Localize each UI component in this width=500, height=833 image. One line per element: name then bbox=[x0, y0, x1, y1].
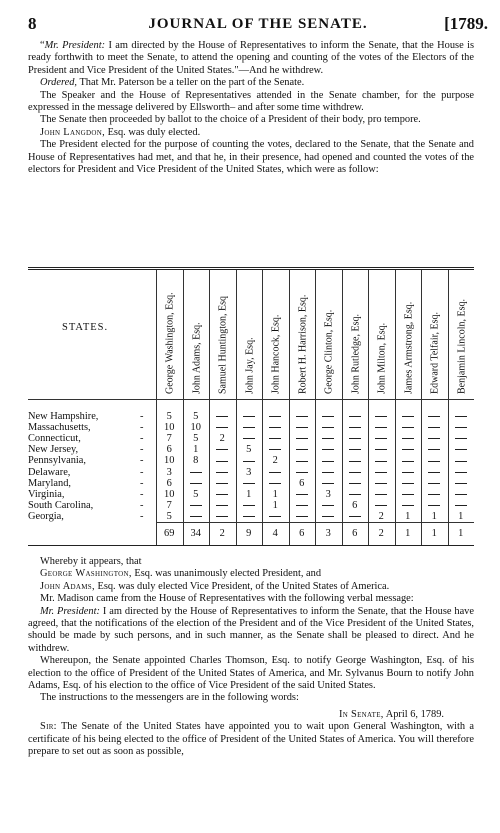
vote-cell bbox=[209, 511, 236, 522]
vote-cell: 3 bbox=[166, 466, 172, 478]
vote-cell bbox=[209, 489, 236, 500]
vote-cell: 3 bbox=[246, 466, 252, 478]
empty-dash bbox=[428, 438, 440, 439]
empty-dash bbox=[269, 438, 281, 439]
vote-cell bbox=[448, 500, 475, 511]
empty-dash bbox=[349, 416, 361, 417]
vote-cell: 1 bbox=[193, 444, 199, 456]
whereby-paragraph: Whereby it appears, that bbox=[40, 556, 142, 567]
vote-cell bbox=[395, 411, 422, 422]
vote-cell bbox=[342, 433, 369, 444]
empty-dash bbox=[428, 483, 440, 484]
vote-cell bbox=[209, 478, 236, 489]
candidate-name: John Jay, Esq. bbox=[244, 337, 256, 394]
total-cell: 2 bbox=[219, 528, 225, 539]
empty-dash bbox=[402, 472, 414, 473]
empty-dash bbox=[296, 516, 308, 517]
vote-cell bbox=[209, 422, 236, 433]
candidate-name: George Washington, Esq. bbox=[164, 292, 176, 394]
vote-cell bbox=[289, 422, 316, 433]
vote-cell bbox=[315, 467, 342, 478]
empty-dash bbox=[216, 505, 228, 506]
letter-text: The Senate of the United States have appointed you to wait upon General Washington, with a certificate of his being elected to the office of President of the United States of America. You will therefore prepare to set out as soon as possible, bbox=[28, 721, 474, 758]
vote-cell bbox=[421, 444, 448, 455]
vote-cell bbox=[342, 478, 369, 489]
empty-dash bbox=[296, 416, 308, 417]
speaker-label: Mr. President: bbox=[44, 40, 106, 51]
empty-dash bbox=[375, 438, 387, 439]
vote-cell bbox=[395, 422, 422, 433]
vote-cell bbox=[262, 511, 289, 522]
vote-cell: 5 bbox=[193, 411, 199, 422]
empty-dash bbox=[375, 483, 387, 484]
vote-cell bbox=[209, 444, 236, 455]
empty-dash bbox=[216, 461, 228, 462]
dateline-date: April 6, 1789. bbox=[383, 708, 444, 720]
vote-cell bbox=[421, 478, 448, 489]
vote-cell bbox=[368, 411, 395, 422]
leader-dots: - bbox=[140, 477, 144, 489]
vote-cell: 2 bbox=[219, 433, 225, 445]
empty-dash bbox=[402, 449, 414, 450]
empty-dash bbox=[243, 505, 255, 506]
vote-cell bbox=[421, 422, 448, 433]
empty-dash bbox=[190, 516, 202, 517]
vote-cell bbox=[368, 489, 395, 500]
vote-cell bbox=[368, 433, 395, 444]
vote-cell bbox=[448, 489, 475, 500]
candidate-name: Benjamin Lincoln, Esq. bbox=[456, 299, 468, 394]
vote-cell bbox=[368, 422, 395, 433]
empty-dash bbox=[269, 472, 281, 473]
vote-cell bbox=[315, 455, 342, 466]
empty-dash bbox=[349, 472, 361, 473]
empty-dash bbox=[349, 449, 361, 450]
vote-cell: 1 bbox=[272, 488, 278, 500]
vote-cell: 10 bbox=[164, 488, 175, 500]
thomson-paragraph: Whereupon, the Senate appointed Charles Thomson, Esq. to notify George Washington, Esq. of his election to the office of President of the United States of America, and Mr. Sylvanus Bourn to notify John Adams, Esq. of his election to the office of Vice President of the said United States. bbox=[28, 655, 474, 692]
vote-cell bbox=[236, 433, 263, 444]
vote-cell: 1 bbox=[405, 510, 411, 522]
leader-dots: - bbox=[140, 455, 144, 467]
empty-dash bbox=[402, 505, 414, 506]
vote-cell bbox=[368, 500, 395, 511]
vote-cell: 6 bbox=[352, 499, 358, 511]
vote-cell: 2 bbox=[272, 455, 278, 467]
total-cell: 1 bbox=[458, 528, 464, 539]
vote-cell bbox=[395, 500, 422, 511]
empty-dash bbox=[428, 427, 440, 428]
vote-cell: 6 bbox=[166, 477, 172, 489]
vote-cell: 1 bbox=[246, 488, 252, 500]
total-cell: 69 bbox=[164, 528, 175, 539]
empty-dash bbox=[216, 449, 228, 450]
vote-cell bbox=[342, 489, 369, 500]
vote-cell bbox=[262, 422, 289, 433]
empty-dash bbox=[243, 516, 255, 517]
empty-dash bbox=[402, 483, 414, 484]
empty-dash bbox=[296, 438, 308, 439]
empty-dash bbox=[296, 449, 308, 450]
state-name: Connecticut, bbox=[28, 433, 81, 445]
washington-paragraph bbox=[28, 568, 474, 580]
vote-cell bbox=[262, 444, 289, 455]
empty-dash bbox=[349, 483, 361, 484]
vote-cell bbox=[395, 478, 422, 489]
empty-dash bbox=[243, 427, 255, 428]
empty-dash bbox=[428, 449, 440, 450]
empty-dash bbox=[296, 505, 308, 506]
vote-cell: 6 bbox=[299, 477, 305, 489]
vote-cell: 2 bbox=[378, 510, 384, 522]
vote-cell bbox=[315, 422, 342, 433]
state-name: Virginia, bbox=[28, 488, 65, 500]
speaker-label-2: Mr. President: bbox=[40, 605, 100, 617]
vote-cell bbox=[421, 455, 448, 466]
empty-dash bbox=[455, 472, 467, 473]
empty-dash bbox=[455, 494, 467, 495]
total-cell: 3 bbox=[325, 528, 331, 539]
candidate-name: Robert H. Harrison, Esq. bbox=[297, 294, 309, 394]
states-heading: STATES. bbox=[62, 322, 109, 333]
empty-dash bbox=[402, 494, 414, 495]
dateline bbox=[28, 709, 474, 721]
vote-cell bbox=[289, 455, 316, 466]
state-name: New Hampshire, bbox=[28, 411, 99, 422]
empty-dash bbox=[349, 461, 361, 462]
vote-cell bbox=[342, 411, 369, 422]
candidate-name: James Armstrong, Esq. bbox=[403, 301, 415, 394]
state-name: Georgia, bbox=[28, 510, 64, 522]
vote-cell bbox=[342, 444, 369, 455]
vote-cell: 5 bbox=[166, 510, 172, 522]
message-text: I am directed by the House of Representatives to inform the Senate, that the House is ready forthwith to meet the Senate, to attend the opening and counting of the votes of the Electors of the President and Vice President of the United States."—And he withdrew. bbox=[28, 40, 475, 76]
vote-cell: 1 bbox=[431, 510, 437, 522]
vote-cell bbox=[209, 500, 236, 511]
vote-cell bbox=[448, 444, 475, 455]
empty-dash bbox=[375, 416, 387, 417]
empty-dash bbox=[375, 472, 387, 473]
empty-dash bbox=[296, 494, 308, 495]
empty-dash bbox=[243, 416, 255, 417]
vote-cell bbox=[368, 467, 395, 478]
empty-dash bbox=[216, 416, 228, 417]
vote-cell bbox=[395, 489, 422, 500]
vote-cell bbox=[421, 467, 448, 478]
vote-cell bbox=[448, 433, 475, 444]
vote-cell bbox=[421, 489, 448, 500]
empty-dash bbox=[349, 516, 361, 517]
vote-cell bbox=[315, 478, 342, 489]
vote-cell bbox=[315, 411, 342, 422]
empty-dash bbox=[455, 461, 467, 462]
state-name: Delaware, bbox=[28, 466, 71, 478]
vote-cell bbox=[289, 433, 316, 444]
vote-cell bbox=[209, 467, 236, 478]
letter-salutation: Sir: bbox=[40, 721, 57, 733]
vote-cell: 1 bbox=[272, 499, 278, 511]
vote-cell bbox=[448, 467, 475, 478]
page-header bbox=[28, 14, 488, 38]
empty-dash bbox=[296, 472, 308, 473]
vote-cell: 10 bbox=[164, 455, 175, 467]
empty-dash bbox=[322, 449, 334, 450]
empty-dash bbox=[402, 416, 414, 417]
empty-dash bbox=[216, 483, 228, 484]
empty-dash bbox=[455, 438, 467, 439]
vote-cell bbox=[448, 411, 475, 422]
page-year: [1789. bbox=[444, 14, 488, 33]
vote-cell bbox=[368, 478, 395, 489]
empty-dash bbox=[428, 472, 440, 473]
vote-cell bbox=[448, 422, 475, 433]
ordered-text: That Mr. Paterson be a teller on the part of the Senate. bbox=[77, 77, 305, 89]
vote-cell bbox=[421, 411, 448, 422]
empty-dash bbox=[455, 483, 467, 484]
empty-dash bbox=[216, 472, 228, 473]
empty-dash bbox=[190, 472, 202, 473]
total-cell: 2 bbox=[378, 528, 384, 539]
empty-dash bbox=[322, 505, 334, 506]
total-cell: 6 bbox=[352, 528, 358, 539]
vote-cell bbox=[183, 478, 210, 489]
empty-dash bbox=[375, 449, 387, 450]
vote-cell bbox=[236, 511, 263, 522]
empty-dash bbox=[322, 416, 334, 417]
vote-cell bbox=[421, 433, 448, 444]
empty-dash bbox=[190, 483, 202, 484]
total-cell: 9 bbox=[246, 528, 252, 539]
letter-paragraph bbox=[28, 721, 474, 758]
leader-dots: - bbox=[140, 466, 144, 478]
langdon-name: John Langdon, bbox=[40, 126, 105, 138]
vote-cell bbox=[315, 433, 342, 444]
empty-dash bbox=[455, 505, 467, 506]
vote-cell: 10 bbox=[190, 422, 201, 434]
vote-cell bbox=[315, 500, 342, 511]
vote-cell bbox=[262, 478, 289, 489]
empty-dash bbox=[243, 483, 255, 484]
empty-dash bbox=[402, 438, 414, 439]
vote-cell: 5 bbox=[246, 444, 252, 456]
washington-text: Esq. was unanimously elected President, and bbox=[131, 568, 322, 580]
vote-cell bbox=[289, 411, 316, 422]
vote-cell bbox=[395, 444, 422, 455]
vote-cell bbox=[368, 455, 395, 466]
running-title: JOURNAL OF THE SENATE. bbox=[148, 16, 368, 32]
adams-paragraph bbox=[28, 581, 474, 593]
vote-cell bbox=[236, 500, 263, 511]
vote-cell: 1 bbox=[458, 510, 464, 522]
total-cell: 6 bbox=[299, 528, 305, 539]
empty-dash bbox=[216, 494, 228, 495]
adams-text: Esq. was duly elected Vice President, of the United States of America. bbox=[94, 580, 390, 592]
vote-cell bbox=[236, 478, 263, 489]
vote-cell bbox=[289, 489, 316, 500]
langdon-text: Esq. was duly elected. bbox=[104, 126, 201, 138]
empty-dash bbox=[349, 494, 361, 495]
candidate-name: Edward Telfair, Esq. bbox=[429, 311, 441, 394]
vote-cell bbox=[315, 444, 342, 455]
vote-cell: 10 bbox=[164, 422, 175, 434]
leader-dots: - bbox=[140, 510, 144, 522]
dateline-place: In Senate, bbox=[339, 708, 384, 720]
bottom-text bbox=[28, 556, 474, 759]
leader-dots: - bbox=[140, 422, 144, 434]
vote-cell bbox=[236, 411, 263, 422]
vote-cell bbox=[421, 500, 448, 511]
empty-dash bbox=[269, 483, 281, 484]
vote-cell bbox=[315, 511, 342, 522]
vote-cell: 7 bbox=[166, 433, 172, 445]
empty-dash bbox=[455, 449, 467, 450]
leader-dots: - bbox=[140, 411, 144, 422]
top-text bbox=[28, 40, 474, 176]
total-cell: 34 bbox=[190, 528, 201, 539]
empty-dash bbox=[455, 416, 467, 417]
state-name: Massachusetts, bbox=[28, 422, 91, 434]
vote-cell: 7 bbox=[166, 499, 172, 511]
vote-cell bbox=[289, 500, 316, 511]
empty-dash bbox=[216, 516, 228, 517]
total-cell: 1 bbox=[431, 528, 437, 539]
leader-dots: - bbox=[140, 444, 144, 456]
vote-cell bbox=[236, 455, 263, 466]
empty-dash bbox=[375, 505, 387, 506]
empty-dash bbox=[322, 483, 334, 484]
empty-dash bbox=[322, 461, 334, 462]
empty-dash bbox=[402, 427, 414, 428]
empty-dash bbox=[375, 494, 387, 495]
ordered-label: Ordered, bbox=[40, 77, 78, 89]
empty-dash bbox=[349, 427, 361, 428]
candidate-name: John Adams, Esq. bbox=[191, 322, 203, 394]
vote-cell bbox=[395, 455, 422, 466]
house-message-text: I am directed by the House of Representatives to inform the Senate, that the House have agreed, that the notifications of the election of the President and of the Vice President of the United States, should be made by such persons, and in such manner, as the Senate shall be pleased to direct. And he withdrew. bbox=[28, 605, 474, 654]
vote-cell bbox=[368, 444, 395, 455]
candidate-name: John Hancock, Esq. bbox=[270, 314, 282, 394]
empty-dash bbox=[296, 427, 308, 428]
empty-dash bbox=[375, 427, 387, 428]
house-message-paragraph bbox=[28, 606, 474, 656]
speaker-paragraph: The Speaker and the House of Representatives attended in the Senate chamber, for the purpose expressed in the message delivered by Ellsworth– and after some time withdrew. bbox=[28, 89, 474, 114]
adams-name: John Adams, bbox=[40, 580, 95, 592]
ballot-paragraph: The Senate then proceeded by ballot to the choice of a President of their body, pro tempore. bbox=[40, 114, 421, 126]
madison-paragraph: Mr. Madison came from the House of Representatives with the following verbal message: bbox=[40, 593, 414, 605]
empty-dash bbox=[190, 505, 202, 506]
vote-cell bbox=[448, 478, 475, 489]
leader-dots: - bbox=[140, 433, 144, 445]
state-name: Maryland, bbox=[28, 477, 71, 489]
vote-cell: 6 bbox=[166, 444, 172, 456]
vote-cell bbox=[289, 444, 316, 455]
empty-dash bbox=[216, 427, 228, 428]
empty-dash bbox=[375, 461, 387, 462]
empty-dash bbox=[428, 416, 440, 417]
candidate-name: John Rutledge, Esq. bbox=[350, 314, 362, 394]
vote-cell: 3 bbox=[325, 488, 331, 500]
candidate-name: Samuel Huntington, Esq bbox=[217, 295, 229, 394]
message-paragraph: “Mr. President: I am directed by the House of Representatives to inform the Senate, that the House is ready forthwith to meet the Senate, to attend the opening and counting of the votes of the Electors of the President and Vice President of the United States."—And he withdrew. bbox=[28, 40, 475, 76]
langdon-paragraph bbox=[28, 127, 474, 139]
empty-dash bbox=[428, 461, 440, 462]
empty-dash bbox=[322, 516, 334, 517]
candidate-name: John Milton, Esq. bbox=[376, 322, 388, 394]
ordered-paragraph bbox=[28, 77, 474, 89]
vote-cell bbox=[289, 467, 316, 478]
state-name: Pennsylvania, bbox=[28, 455, 87, 467]
vote-cell bbox=[395, 467, 422, 478]
empty-dash bbox=[322, 438, 334, 439]
vote-cell bbox=[342, 422, 369, 433]
vote-cell bbox=[448, 455, 475, 466]
vote-cell bbox=[262, 411, 289, 422]
empty-dash bbox=[455, 427, 467, 428]
vote-cell bbox=[209, 455, 236, 466]
candidate-name: George Clinton, Esq. bbox=[323, 309, 335, 394]
vote-cell bbox=[342, 455, 369, 466]
vote-cell bbox=[209, 411, 236, 422]
vote-cell bbox=[262, 467, 289, 478]
electoral-vote-table bbox=[28, 267, 474, 546]
empty-dash bbox=[296, 461, 308, 462]
vote-cell bbox=[289, 511, 316, 522]
empty-dash bbox=[428, 494, 440, 495]
empty-dash bbox=[428, 505, 440, 506]
empty-dash bbox=[269, 427, 281, 428]
leader-dots: - bbox=[140, 499, 144, 511]
instructions-paragraph: The instructions to the messengers are in the following words: bbox=[40, 692, 299, 704]
vote-cell bbox=[342, 467, 369, 478]
vote-cell bbox=[395, 433, 422, 444]
vote-cell bbox=[342, 511, 369, 522]
empty-dash bbox=[322, 427, 334, 428]
empty-dash bbox=[243, 438, 255, 439]
count-paragraph: The President elected for the purpose of counting the votes, declared to the Senate, that the Senate and House of Representatives had met, and that he, in their presence, had opened and counted the votes of the electors for President and Vice President of the United States, which were as follow: bbox=[28, 139, 474, 176]
leader-dots: - bbox=[140, 488, 144, 500]
empty-dash bbox=[402, 461, 414, 462]
empty-dash bbox=[243, 461, 255, 462]
vote-cell: 5 bbox=[193, 433, 199, 445]
empty-dash bbox=[349, 438, 361, 439]
vote-cell: 8 bbox=[193, 455, 199, 467]
vote-cell bbox=[236, 422, 263, 433]
washington-name: George Washington, bbox=[40, 568, 132, 580]
vote-cell bbox=[183, 511, 210, 522]
vote-cell bbox=[183, 500, 210, 511]
vote-cell bbox=[262, 433, 289, 444]
page-number: 8 bbox=[28, 14, 37, 33]
vote-cell: 5 bbox=[193, 488, 199, 500]
state-name: South Carolina, bbox=[28, 499, 94, 511]
empty-dash bbox=[269, 516, 281, 517]
empty-dash bbox=[269, 416, 281, 417]
empty-dash bbox=[269, 449, 281, 450]
empty-dash bbox=[322, 472, 334, 473]
state-name: New Jersey, bbox=[28, 444, 79, 456]
vote-cell: 5 bbox=[166, 411, 172, 422]
total-cell: 4 bbox=[272, 528, 278, 539]
vote-cell bbox=[183, 467, 210, 478]
total-cell: 1 bbox=[405, 528, 411, 539]
